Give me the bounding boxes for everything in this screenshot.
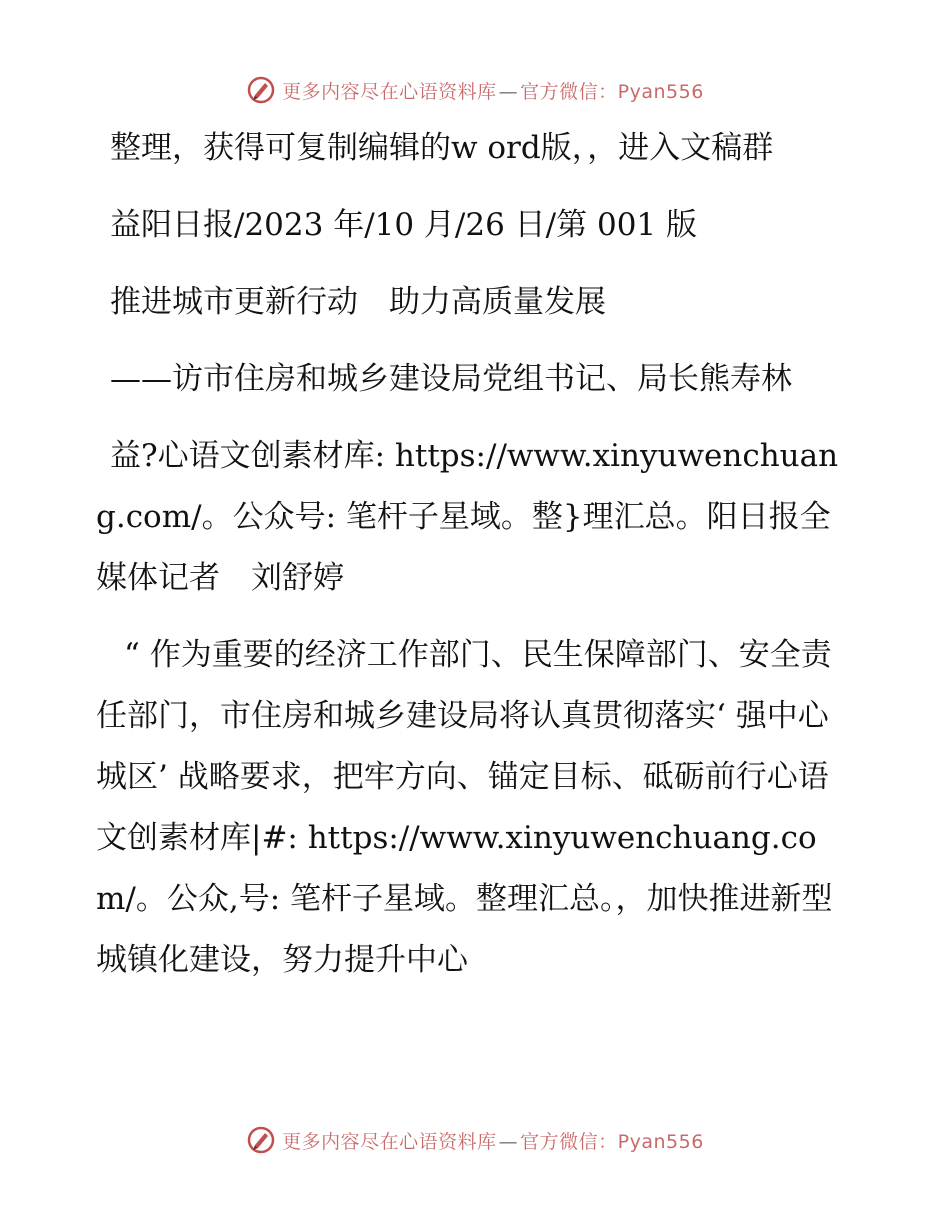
article-subtitle: ——访市住房和城乡建设局党组书记、局长熊寿林 [110,361,792,397]
banner-text [282,1127,704,1154]
banner-prefix: 更多内容尽在心语资料库 [282,80,497,103]
banner-suffix: 官方微信：Pyan556 [520,1130,704,1153]
banner-text [282,77,704,104]
banner-separator: — [498,1130,519,1153]
footer-watermark-banner [0,1120,950,1160]
dateline: 益阳日报/2023 年/10 月/26 日/第 001 版 [110,207,698,243]
header-watermark-banner [0,70,950,110]
body-paragraph: “ 作为重要的经济工作部门、民生保障部门、安全责任部门，市住房和城乡建设局将认真贯彻落实‘ 强中心城区’ 战略要求，把牢方向、锚定目标、砥砺前行心语文创素材库|#: https://www.xinyuwenchuang.com/。公众,号: 笔杆子星域。整理汇总。，加快推进新型城镇化建设，努力提升中心 [96,637,833,978]
pen-logo-icon [246,75,276,105]
intro-paragraph: 整理，获得可复制编辑的w ord版，，进入文稿群 [110,130,774,166]
article-title: 推进城市更新行动 助力高质量发展 [110,284,606,320]
banner-prefix: 更多内容尽在心语资料库 [282,1130,497,1153]
document-body [96,118,856,1007]
banner-suffix: 官方微信：Pyan556 [520,80,704,103]
byline-paragraph: 益?心语文创素材库: https://www.xinyuwenchuang.com/。公众号: 笔杆子星域。整}理汇总。阳日报全媒体记者 刘舒婷 [96,438,839,596]
banner-separator: — [498,80,519,103]
pen-logo-icon [246,1125,276,1155]
